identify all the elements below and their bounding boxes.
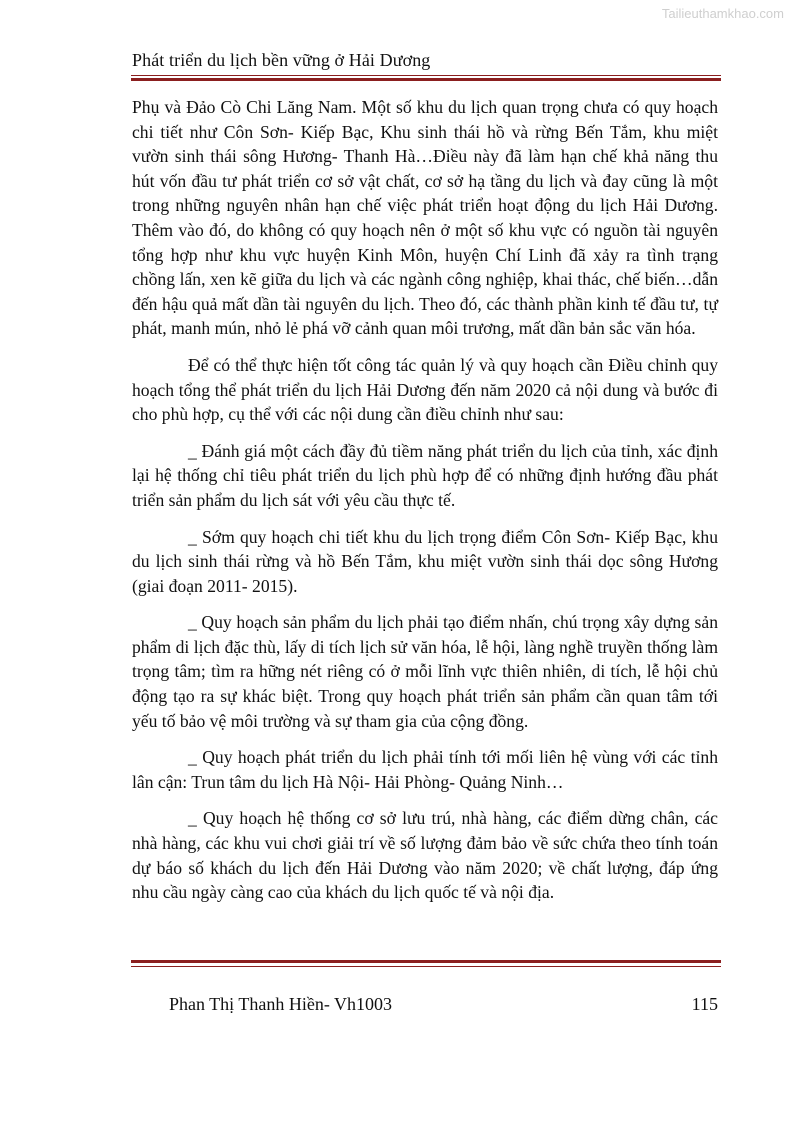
list-item: _ Đánh giá một cách đầy đủ tiềm năng phát triển du lịch của tỉnh, xác định lại hệ thống chỉ tiêu phát triển du lịch phù hợp để có những định hướng đầu phát triển sản phẩm du lịch sát với yêu cầu thực tế. bbox=[132, 440, 718, 510]
header-rule-thick bbox=[131, 78, 721, 81]
header-rule-thin bbox=[131, 75, 721, 76]
list-item: _ Quy hoạch sản phẩm du lịch phải tạo điểm nhấn, chú trọng xây dựng sản phẩm di lịch đặc thù, lấy di tích lịch sử văn hóa, lễ hội, làng nghề truyền thống làm trọng tâm; tìm ra hững nét riêng có ở mỗi lĩnh vực thiên nhiên, di tích, lễ hội chủ động tạo ra sự khác biệt. Trong quy hoạch phát triển sản phẩm cần quan tâm tới yếu tố bảo vệ môi trường và sự tham gia của cộng đồng. bbox=[132, 612, 718, 731]
list-item: _ Sớm quy hoạch chi tiết khu du lịch trọng điểm Côn Sơn- Kiếp Bạc, khu du lịch sinh thái rừng và hồ Bến Tắm, khu miệt vườn sinh thái dọc sông Hương (giai đoạn 2011- 2015). bbox=[132, 526, 718, 596]
footer-rule-thin bbox=[131, 966, 721, 967]
list-item: _ Quy hoạch hệ thống cơ sở lưu trú, nhà hàng, các điểm dừng chân, các nhà hàng, các khu vui chơi giải trí về số lượng đảm bảo về sức chứa theo tính toán dự báo số khách du lịch đến Hải Dương vào năm 2020; về chất lượng, đáp ứng nhu cầu ngày càng cao của khách du lịch quốc tế và nội địa. bbox=[132, 808, 718, 903]
page-number: 115 bbox=[691, 994, 718, 1014]
watermark-text: Tailieuthamkhao.com bbox=[661, 6, 784, 21]
body-text bbox=[132, 95, 718, 917]
list-item: _ Quy hoạch phát triển du lịch phải tính tới mối liên hệ vùng với các tỉnh lân cận: Trun tâm du lịch Hà Nội- Hải Phòng- Quảng Ninh… bbox=[132, 747, 718, 792]
paragraph: Phụ và Đảo Cò Chi Lăng Nam. Một số khu du lịch quan trọng chưa có quy hoạch chi tiết như Côn Sơn- Kiếp Bạc, Khu sinh thái hồ và rừng Bến Tắm, khu miệt vườn sinh thái sông Hương- Thanh Hà…Điều này đã làm hạn chế khả năng thu hút vốn đầu tư phát triển cơ sở vật chất, cơ sở hạ tầng du lịch và đay cũng là một trong những nguyên nhân hạn chế việc phát triển hoạt động du lịch Hải Dương. Thêm vào đó, do không có quy hoạch nên ở một số khu vực có nguồn tài nguyên tổng hợp như khu vực huyện Kinh Môn, huyện Chí Linh đã xảy ra tình trạng chồng lấn, xen kẽ giữa du lịch và các ngành công nghiệp, khai thác, chế biến…dẫn đến hậu quả mất dần tài nguyên du lịch. Theo đó, các thành phần kinh tế đầu tư, tự phát, manh mún, nhỏ lẻ phá vỡ cảnh quan môi trương, mất dần bản sắc văn hóa. bbox=[132, 97, 718, 339]
running-header: Phát triển du lịch bền vững ở Hải Dương bbox=[132, 50, 431, 70]
paragraph: Để có thể thực hiện tốt công tác quản lý và quy hoạch cần Điều chỉnh quy hoạch tổng thể phát triển du lịch Hải Dương đến năm 2020 cả nội dung và bước đi cho phù hợp, cụ thể với các nội dung cần điều chỉnh như sau: bbox=[132, 354, 718, 425]
footer-rule-thick bbox=[131, 960, 721, 963]
footer-author: Phan Thị Thanh Hiền- Vh1003 bbox=[169, 994, 392, 1014]
